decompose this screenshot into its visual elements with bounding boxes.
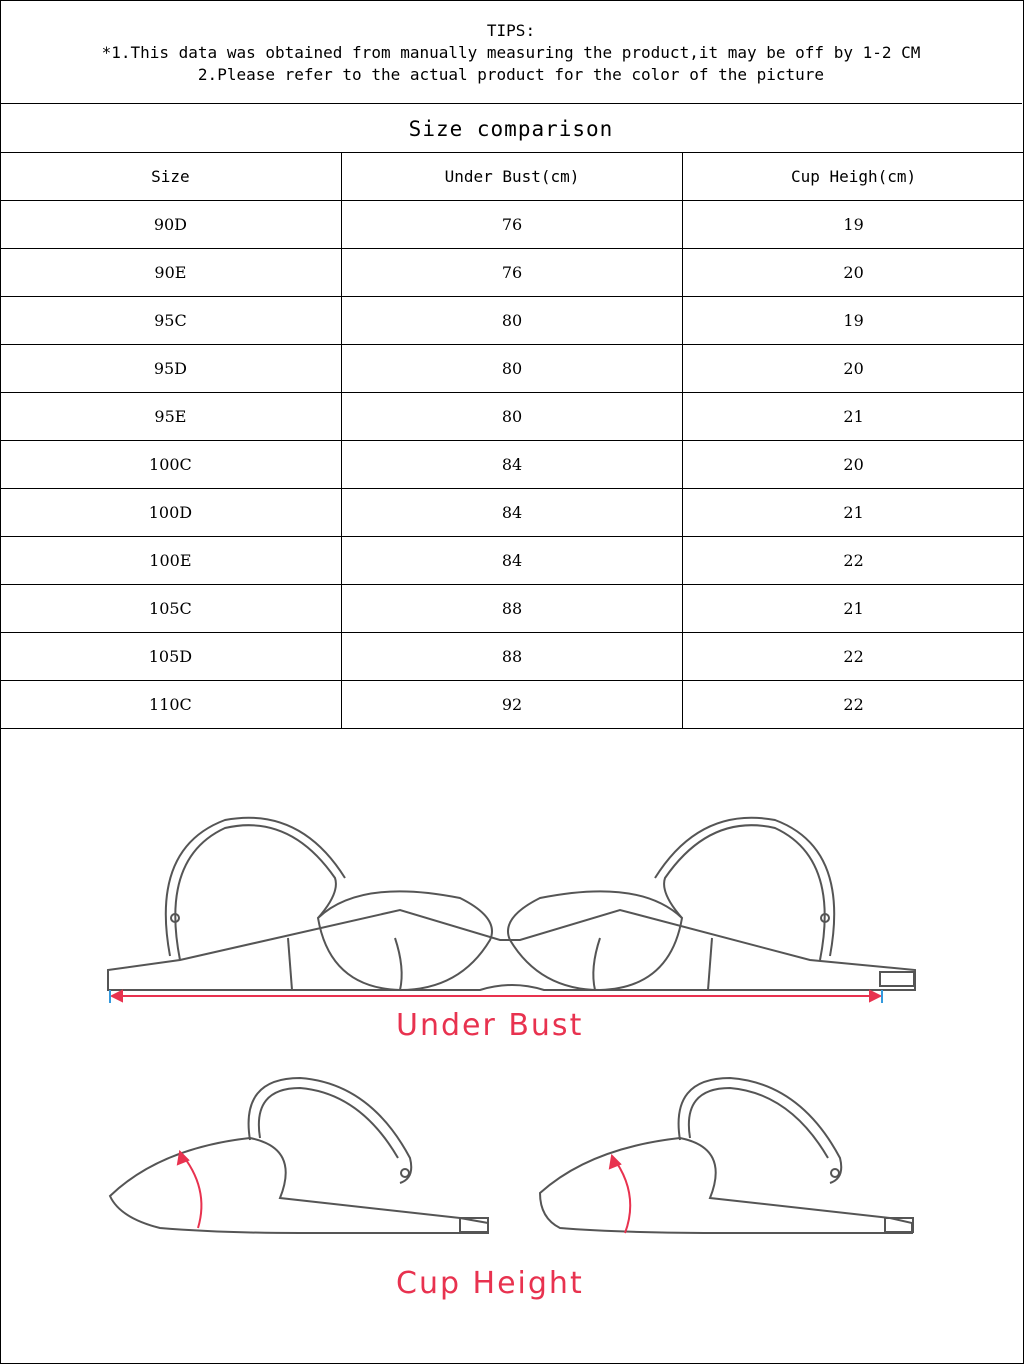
cell-cup-height: 20 (683, 441, 1024, 489)
cell-under-bust: 80 (341, 345, 682, 393)
cell-under-bust: 84 (341, 441, 682, 489)
table-title: Size comparison (0, 104, 1022, 153)
table-row (0, 537, 1024, 585)
table-header-row (0, 153, 1024, 201)
table-row (0, 249, 1024, 297)
cup-height-label: Cup Height (396, 1266, 584, 1301)
header-size: Size (0, 153, 341, 201)
table-row (0, 393, 1024, 441)
tips-section (0, 0, 1022, 104)
cell-under-bust: 88 (341, 585, 682, 633)
cell-size: 90E (0, 249, 341, 297)
cell-under-bust: 84 (341, 537, 682, 585)
arrow-left-icon (112, 991, 122, 1001)
tips-line-1: *1.This data was obtained from manually measuring the product,it may be off by 1-2 CM (101, 43, 921, 62)
table-row (0, 297, 1024, 345)
cell-cup-height: 22 (683, 681, 1024, 729)
measurement-diagram (0, 728, 1024, 1364)
bra-side-view-left (110, 1078, 488, 1233)
table-row (0, 681, 1024, 729)
cell-under-bust: 92 (341, 681, 682, 729)
cell-size: 110C (0, 681, 341, 729)
cell-cup-height: 22 (683, 537, 1024, 585)
cell-under-bust: 80 (341, 393, 682, 441)
cell-cup-height: 22 (683, 633, 1024, 681)
header-under-bust: Under Bust(cm) (341, 153, 682, 201)
table-row (0, 585, 1024, 633)
cell-size: 100C (0, 441, 341, 489)
cell-size: 105C (0, 585, 341, 633)
size-table (0, 152, 1024, 729)
cell-size: 100D (0, 489, 341, 537)
under-bust-label: Under Bust (396, 1008, 584, 1043)
cell-size: 100E (0, 537, 341, 585)
table-row (0, 201, 1024, 249)
cell-cup-height: 21 (683, 393, 1024, 441)
table-row (0, 633, 1024, 681)
cell-under-bust: 76 (341, 249, 682, 297)
cell-under-bust: 84 (341, 489, 682, 537)
cell-cup-height: 19 (683, 201, 1024, 249)
cell-size: 90D (0, 201, 341, 249)
cell-size: 95D (0, 345, 341, 393)
tips-line-2: 2.Please refer to the actual product for the color of the picture (197, 65, 825, 84)
arrow-right-icon (870, 991, 880, 1001)
bra-side-view-right (540, 1078, 913, 1233)
cell-under-bust: 88 (341, 633, 682, 681)
table-row (0, 345, 1024, 393)
cell-size: 105D (0, 633, 341, 681)
table-row (0, 489, 1024, 537)
cell-cup-height: 20 (683, 345, 1024, 393)
cell-under-bust: 76 (341, 201, 682, 249)
cell-size: 95E (0, 393, 341, 441)
table-row (0, 441, 1024, 489)
cell-cup-height: 20 (683, 249, 1024, 297)
cell-size: 95C (0, 297, 341, 345)
cup-height-measure-left (180, 1152, 201, 1228)
tips-heading: TIPS: (486, 21, 536, 40)
cell-cup-height: 21 (683, 585, 1024, 633)
header-cup-height: Cup Heigh(cm) (683, 153, 1024, 201)
cell-cup-height: 19 (683, 297, 1024, 345)
cell-under-bust: 80 (341, 297, 682, 345)
cell-cup-height: 21 (683, 489, 1024, 537)
cup-height-measure-right (612, 1156, 630, 1233)
bra-front-view (108, 818, 915, 990)
